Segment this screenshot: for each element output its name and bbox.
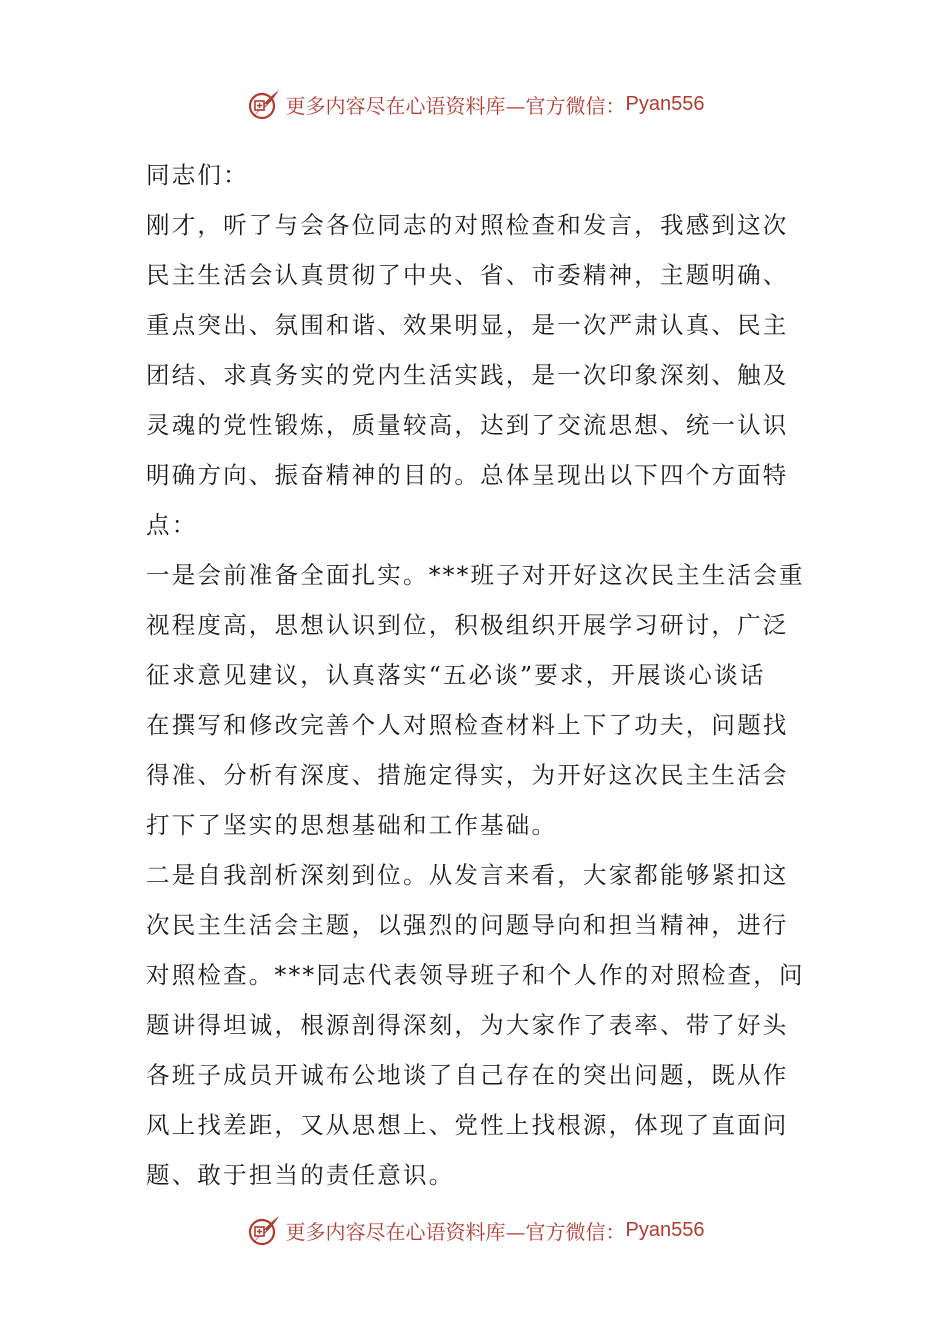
- header-banner-handle: Pyan556: [625, 92, 705, 115]
- body-line: 题、敢于担当的责任意识。: [146, 1161, 455, 1189]
- footer-banner-handle: Pyan556: [625, 1218, 705, 1241]
- body-line: 重点突出、氛围和谐、效果明显，是一次严肃认真、民主: [146, 311, 789, 339]
- body-line: 民主生活会认真贯彻了中央、省、市委精神，主题明确、: [146, 261, 789, 289]
- body-line: 征求意见建议，认真落实“五必谈”要求，开展谈心谈话: [146, 661, 766, 689]
- body-line: 次民主生活会主题，以强烈的问题导向和担当精神，进行: [146, 911, 789, 939]
- body-line: 点：: [146, 511, 198, 539]
- body-line: 一是会前准备全面扎实。***班子对开好这次民主生活会重: [146, 561, 805, 589]
- body-line: 各班子成员开诚布公地谈了自己存在的突出问题，既从作: [146, 1061, 789, 1089]
- body-line: 明确方向、振奋精神的目的。总体呈现出以下四个方面特: [146, 461, 789, 489]
- footer-banner-text: 更多内容尽在心语资料库—官方微信：: [285, 1219, 626, 1244]
- body-line: 打下了坚实的思想基础和工作基础。: [146, 811, 558, 839]
- body-line: 灵魂的党性锻炼，质量较高，达到了交流思想、统一认识: [146, 411, 789, 439]
- body-line: 风上找差距，又从思想上、党性上找根源，体现了直面问: [146, 1111, 789, 1139]
- body-line: 得准、分析有深度、措施定得实，为开好这次民主生活会: [146, 761, 789, 789]
- body-line: 同志们：: [146, 161, 249, 189]
- header-banner-text: 更多内容尽在心语资料库—官方微信：: [285, 93, 626, 118]
- body-line: 刚才，听了与会各位同志的对照检查和发言，我感到这次: [146, 211, 789, 239]
- body-line: 题讲得坦诚，根源剖得深刻，为大家作了表率、带了好头: [146, 1011, 789, 1039]
- quill-pen-logo-icon: [246, 86, 282, 122]
- header-banner: [0, 84, 950, 124]
- body-line: 二是自我剖析深刻到位。从发言来看，大家都能够紧扣这: [146, 861, 789, 889]
- body-line: 对照检查。***同志代表领导班子和个人作的对照检查，问: [146, 961, 805, 989]
- footer-banner: [0, 1210, 950, 1250]
- quill-pen-logo-icon: [246, 1212, 282, 1248]
- body-line: 视程度高，思想认识到位，积极组织开展学习研讨，广泛: [146, 611, 789, 639]
- document-body: [146, 150, 808, 1200]
- body-line: 在撰写和修改完善个人对照检查材料上下了功夫，问题找: [146, 711, 789, 739]
- body-line: 团结、求真务实的党内生活实践，是一次印象深刻、触及: [146, 361, 789, 389]
